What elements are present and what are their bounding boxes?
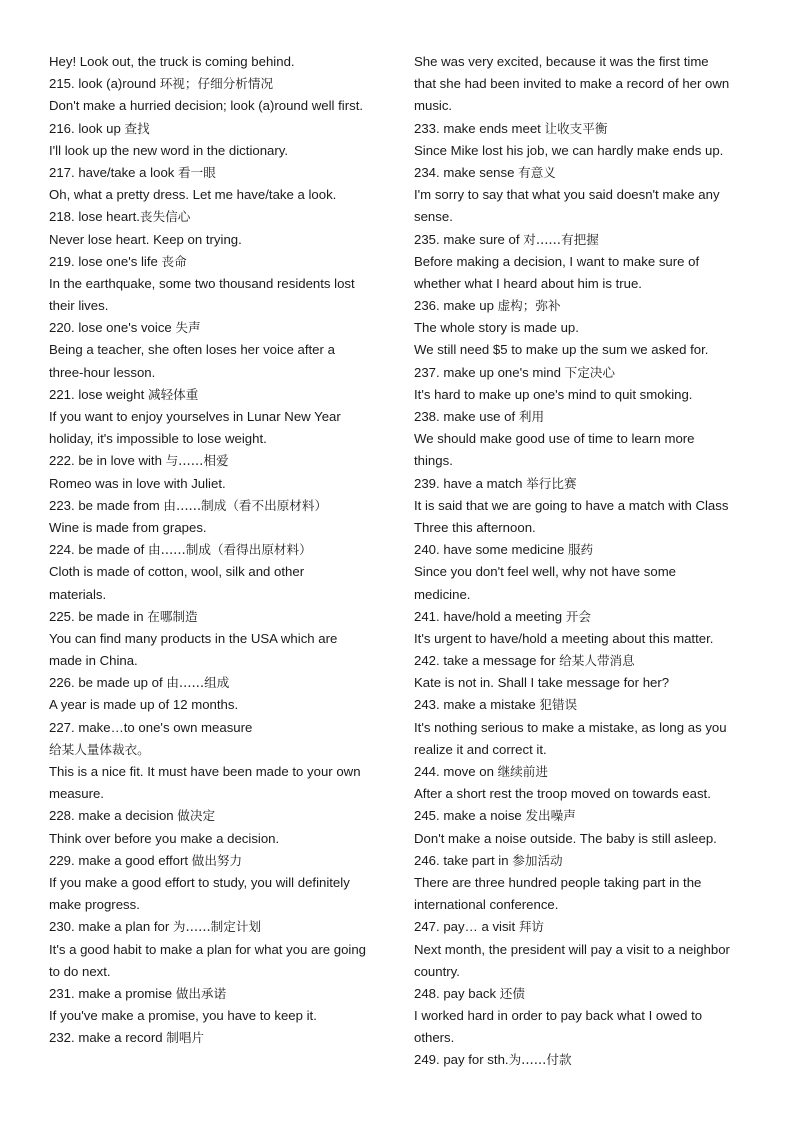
phrase-chinese-meaning: 给某人量体裁衣。 (49, 741, 150, 757)
phrase-entry (414, 362, 764, 384)
phrase-english: 237. make up one's mind (414, 364, 565, 380)
phrase-entry (414, 406, 764, 428)
example-sentence: make progress. (49, 897, 140, 913)
phrase-entry (414, 1049, 764, 1071)
example-sentence: Think over before you make a decision. (49, 830, 280, 846)
phrase-entry (414, 916, 764, 938)
phrase-english: 231. make a promise (49, 985, 176, 1001)
right-column (414, 51, 764, 1072)
phrase-entry (49, 495, 409, 517)
example-sentence: three-hour lesson. (49, 364, 156, 380)
example-sentence: Don't make a noise outside. The baby is still asleep. (414, 830, 717, 846)
phrase-entry (414, 805, 764, 827)
example-sentence: This is a nice fit. It must have been made to your own (49, 764, 361, 779)
phrase-english: 218. lose heart. (49, 209, 140, 225)
phrase-entry (49, 73, 409, 95)
phrase-chinese-meaning: 减轻体重 (147, 386, 199, 402)
phrase-english: 244. move on (414, 764, 498, 779)
example-sentence: sense. (414, 209, 453, 225)
example-sentence: We should make good use of time to learn more (414, 431, 695, 447)
phrase-entry (49, 805, 409, 827)
phrase-entry (414, 229, 764, 251)
phrase-chinese-meaning: 环视；仔细分析情况 (159, 76, 274, 92)
phrase-entry (414, 162, 764, 184)
phrase-english: 225. be made in (49, 608, 148, 624)
phrase-english: 224. be made of (49, 542, 148, 558)
example-sentence: measure. (49, 786, 104, 802)
example-sentence: holiday, it's impossible to lose weight. (49, 431, 267, 447)
example-sentence: Since Mike lost his job, we can hardly make ends up. (414, 142, 724, 158)
example-sentence: Next month, the president will pay a visit to a neighbor (414, 941, 730, 957)
phrase-entry (49, 606, 409, 628)
example-sentence: realize it and correct it. (414, 741, 547, 757)
phrase-entry (49, 672, 409, 694)
example-sentence: materials. (49, 586, 107, 602)
example-sentence: It's hard to make up one's mind to quit smoking. (414, 386, 693, 402)
phrase-entry (49, 162, 409, 184)
phrase-chinese-meaning: 还债 (499, 985, 525, 1001)
example-sentence: things. (414, 453, 453, 469)
example-sentence: It is said that we are going to have a match with Class (414, 497, 729, 513)
phrase-chinese-meaning: 与……相爱 (165, 453, 229, 469)
phrase-chinese-meaning: 看一眼 (178, 164, 216, 180)
phrase-chinese-meaning: 为……制定计划 (172, 919, 262, 935)
phrase-english: 249. pay for sth. (414, 1052, 509, 1068)
example-sentence: In the earthquake, some two thousand residents lost (49, 275, 355, 291)
example-sentence: Wine is made from grapes. (49, 519, 207, 535)
phrase-english: 239. have a match (414, 475, 527, 491)
phrase-chinese-meaning: 发出噪声 (525, 808, 576, 824)
phrase-chinese-meaning: 做出承诺 (175, 985, 227, 1001)
phrase-english: 245. make a noise (414, 808, 526, 824)
phrase-chinese-meaning: 下定决心 (564, 364, 615, 380)
phrase-chinese-meaning: 失声 (175, 320, 201, 336)
phrase-entry (49, 850, 409, 872)
example-sentence: It's urgent to have/hold a meeting about this matter. (414, 630, 714, 646)
example-sentence: Oh, what a pretty dress. Let me have/take a look. (49, 187, 337, 203)
example-sentence: Don't make a hurried decision; look (a)round well first. (49, 98, 364, 114)
phrase-entry (414, 118, 764, 140)
phrase-chinese-meaning: 为……付款 (508, 1052, 572, 1068)
phrase-chinese-meaning: 由……组成 (166, 675, 230, 691)
phrase-english: 238. make use of (414, 409, 519, 424)
phrase-chinese-meaning: 拜访 (518, 919, 545, 935)
example-sentence: The whole story is made up. (414, 320, 579, 336)
phrase-chinese-meaning: 举行比赛 (526, 475, 577, 491)
example-sentence: others. (414, 1030, 455, 1046)
phrase-chinese-meaning: 由……制成（看得出原材料） (147, 542, 312, 558)
example-sentence: There are three hundred people taking part in the (414, 874, 702, 890)
phrase-chinese-meaning: 查找 (124, 120, 150, 136)
left-column (49, 51, 409, 1049)
phrase-english: 217. have/take a look (49, 164, 179, 180)
phrase-english: 233. make ends meet (414, 120, 545, 136)
phrase-english: 216. look up (49, 120, 125, 136)
phrase-entry (49, 206, 409, 228)
example-sentence: whether what I heard about him is true. (414, 275, 642, 291)
example-sentence: international conference. (414, 897, 559, 913)
phrase-chinese-meaning: 虚构；弥补 (497, 298, 561, 314)
example-sentence: A year is made up of 12 months. (49, 697, 239, 713)
phrase-entry (414, 850, 764, 872)
phrase-entry (49, 1027, 409, 1049)
phrase-english: 243. make a mistake (414, 697, 540, 713)
phrase-english: 230. make a plan for (49, 919, 173, 935)
phrase-english: 223. be made from (49, 497, 164, 513)
example-sentence: country. (414, 963, 460, 979)
example-sentence: medicine. (414, 586, 471, 602)
example-sentence: After a short rest the troop moved on towards east. (414, 786, 711, 802)
phrase-english: 232. make a record (49, 1030, 167, 1046)
phrase-entry (414, 983, 764, 1005)
example-sentence: We still need $5 to make up the sum we asked for. (414, 342, 709, 358)
phrase-chinese-meaning: 做决定 (177, 808, 216, 824)
phrase-chinese-meaning: 让收支平衡 (544, 120, 608, 136)
phrase-chinese-meaning: 丧失信心 (139, 209, 191, 225)
example-sentence: that she had been invited to make a record of her own (414, 76, 730, 92)
phrase-entry (49, 317, 409, 339)
phrase-entry (414, 694, 764, 716)
phrase-chinese-meaning: 利用 (518, 409, 545, 424)
phrase-english: 220. lose one's voice (49, 320, 176, 336)
example-sentence: to do next. (49, 963, 111, 979)
example-sentence: Cloth is made of cotton, wool, silk and other (49, 564, 305, 580)
phrase-english: 236. make up (414, 298, 498, 314)
phrase-entry (49, 251, 409, 273)
phrase-english: 228. make a decision (49, 808, 178, 824)
example-sentence: You can find many products in the USA which are (49, 630, 338, 646)
phrase-entry (414, 761, 764, 783)
example-sentence: Three this afternoon. (414, 519, 536, 535)
phrase-english: 241. have/hold a meeting (414, 608, 566, 624)
phrase-entry (49, 983, 409, 1005)
example-sentence: If you make a good effort to study, you will definitely (49, 874, 350, 890)
phrase-entry (414, 606, 764, 628)
phrase-english: 229. make a good effort (49, 852, 192, 868)
example-sentence: It's a good habit to make a plan for what you are going (49, 941, 367, 957)
example-sentence: Since you don't feel well, why not have some (414, 564, 677, 580)
example-sentence: I'll look up the new word in the dictionary. (49, 142, 289, 158)
phrase-english: 226. be made up of (49, 675, 167, 691)
phrase-chinese-meaning: 在哪制造 (147, 608, 198, 624)
example-sentence: I'm sorry to say that what you said doesn't make any (414, 187, 720, 203)
example-sentence: Never lose heart. Keep on trying. (49, 231, 242, 247)
phrase-english: 221. lose weight (49, 386, 148, 402)
phrase-english: 246. take part in (414, 852, 513, 868)
example-sentence: If you've make a promise, you have to keep it. (49, 1008, 317, 1024)
phrase-english: 234. make sense (414, 164, 519, 180)
phrase-english: 222. be in love with (49, 453, 166, 469)
example-sentence: Romeo was in love with Juliet. (49, 475, 226, 491)
phrase-english: 248. pay back (414, 985, 500, 1001)
phrase-chinese-meaning: 参加活动 (512, 852, 563, 868)
phrase-english: 247. pay… a visit (414, 919, 519, 935)
example-sentence: She was very excited, because it was the first time (414, 54, 709, 69)
example-sentence: Being a teacher, she often loses her voice after a (49, 342, 335, 358)
example-sentence: I worked hard in order to pay back what I owed to (414, 1008, 703, 1024)
example-sentence: It's nothing serious to make a mistake, as long as you (414, 719, 727, 735)
phrase-chinese-meaning: 给某人带消息 (559, 653, 635, 669)
phrase-chinese-meaning: 制唱片 (166, 1030, 205, 1046)
phrase-entry (414, 650, 764, 672)
phrase-chinese-meaning: 开会 (565, 608, 591, 624)
phrase-english: 215. look (a)round (49, 76, 160, 92)
example-sentence: made in China. (49, 653, 138, 669)
phrase-entry (49, 539, 409, 561)
phrase-chinese-meaning: 继续前进 (497, 764, 548, 779)
example-sentence: Hey! Look out, the truck is coming behind. (49, 54, 295, 69)
phrase-chinese-meaning: 服药 (567, 542, 594, 558)
phrase-chinese-meaning: 犯错误 (539, 697, 578, 713)
phrase-entry (414, 295, 764, 317)
example-sentence: their lives. (49, 298, 109, 314)
phrase-entry (414, 473, 764, 495)
phrase-chinese-meaning: 由……制成（看不出原材料） (163, 497, 328, 513)
phrase-chinese-meaning: 对……有把握 (523, 231, 599, 247)
phrase-entry (49, 450, 409, 472)
phrase-entry (49, 384, 409, 406)
example-sentence: Before making a decision, I want to make sure of (414, 253, 700, 269)
phrase-entry (49, 118, 409, 140)
phrase-english: 235. make sure of (414, 231, 524, 247)
phrase-english: 219. lose one's life (49, 253, 162, 269)
phrase-entry (414, 539, 764, 561)
example-sentence: 227. make…to one's own measure (49, 719, 253, 735)
phrase-chinese-meaning: 做出努力 (191, 852, 243, 868)
vocabulary-page (0, 51, 800, 1111)
phrase-entry (49, 916, 409, 938)
phrase-chinese-meaning: 有意义 (518, 164, 556, 180)
phrase-chinese-meaning: 丧命 (161, 253, 187, 269)
phrase-english: 242. take a message for (414, 653, 560, 669)
example-sentence: If you want to enjoy yourselves in Lunar New Year (49, 409, 341, 424)
example-sentence: Kate is not in. Shall I take message for her? (414, 675, 670, 691)
phrase-entry (49, 739, 409, 761)
phrase-english: 240. have some medicine (414, 542, 568, 558)
example-sentence: music. (414, 98, 453, 114)
